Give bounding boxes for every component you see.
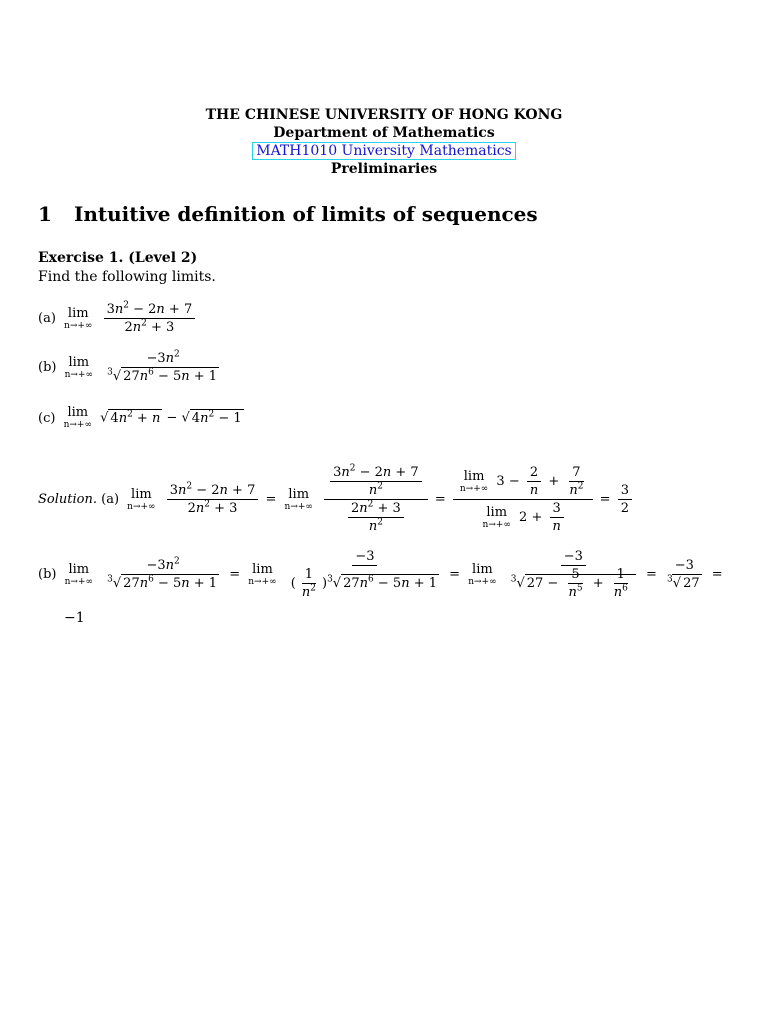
limit-operator: lim n→+∞: [64, 305, 93, 331]
problem-c-label: (c): [38, 410, 56, 426]
exercise-instruction: Find the following limits.: [38, 269, 216, 285]
section-title: Intuitive definition of limits of sequences: [74, 202, 538, 226]
exercise-title: Exercise 1. (Level 2): [38, 250, 198, 266]
fraction: $\frac{-3n^2}{^3√ 27n^6 - 5n + 1}$: [107, 349, 218, 384]
fraction: $\frac{3n^2 - 2n + 7}{2n^2 + 3}$: [104, 303, 196, 334]
limit-operator: lim n→+∞: [64, 354, 93, 380]
solution-a: Solution. (a) lim n→+∞ $\frac{3n^2 - 2n + 7}{2n^2 + 3}$ = lim n→+∞ $\frac{\frac{3n^2 - 2n + 7}{n^2}}{\frac{2n^2 + 3}{n^2}}$ = lim n→+∞ 3 − $\frac{2}{n}$ + $\frac{7}{n^2}$ lim n→+∞ 2 + $\frac{3}{n}$ = $\frac{3}{2}$: [38, 466, 635, 533]
problem-b-label: (b): [38, 360, 57, 375]
course-link[interactable]: MATH1010 University Mathematics: [252, 142, 516, 160]
limit-operator: lim n→+∞: [63, 405, 92, 430]
problem-c: (c) lim n→+∞ √ $4n^2 + n$ − √ $4n^2 - 1$: [38, 405, 242, 430]
university-name: THE CHINESE UNIVERSITY OF HONG KONG: [205, 107, 563, 123]
problem-a-label: (a): [38, 311, 56, 326]
final-answer-b: −1: [64, 610, 85, 626]
department-name: Department of Mathematics: [273, 125, 495, 141]
section-heading: [38, 202, 538, 226]
topic-title: Preliminaries: [330, 161, 438, 177]
problem-b: [38, 349, 225, 384]
solution-b: (b) lim n→+∞ $\frac{-3n^2}{^3√ 27n^6 - 5n + 1}$ = lim n→+∞ −3 ( $\frac{1}{n^2}$ )$^3$√ $27n^6 - 5n + 1$ = lim n→+∞ −3 $^3$√ 27 − $\frac{5}{n^5}$ + $\frac{1}{n^6}$ = $\frac{-3}{^3√ 27}$ =: [38, 549, 723, 600]
solution-label: Solution.: [38, 492, 97, 507]
problem-a: [38, 300, 198, 335]
section-number: 1: [38, 202, 52, 226]
